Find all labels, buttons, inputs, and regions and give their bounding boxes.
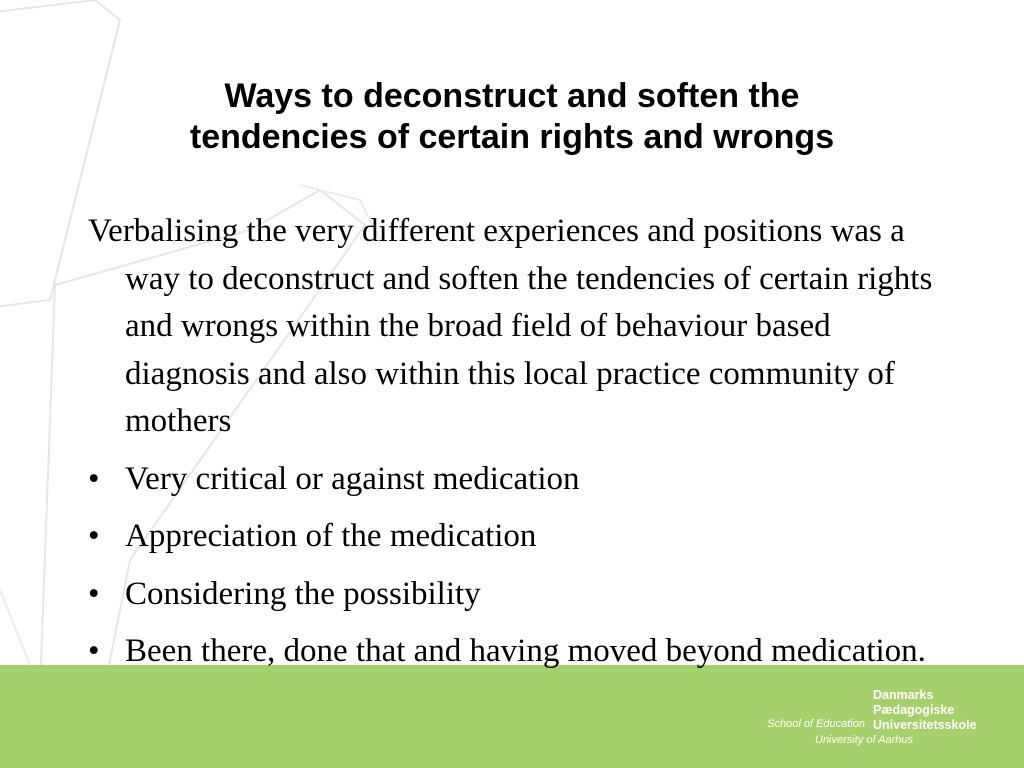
- bullet-icon: •: [88, 575, 100, 612]
- bullet-item: [88, 628, 948, 676]
- bullet-text: Been there, done that and having moved beyond medication.: [125, 633, 926, 669]
- university-logo: [767, 688, 1005, 750]
- title-line-1: Ways to deconstruct and soften the: [224, 77, 800, 115]
- bullet-text: Very critical or against medication: [125, 460, 580, 497]
- bullet-icon: •: [88, 460, 100, 497]
- title-line-2: tendencies of certain rights and wrongs: [189, 118, 835, 156]
- logo-sub-line-1: School of Education: [767, 718, 865, 730]
- slide-body: [88, 208, 948, 686]
- logo-name-line-2: Pædagogiske: [873, 703, 955, 717]
- bullet-text: Considering the possibility: [125, 575, 481, 612]
- bullet-item: [88, 571, 948, 619]
- bullet-list: [88, 456, 948, 676]
- logo-name-line-3: Universitetsskole: [873, 718, 977, 732]
- bullet-text: Appreciation of the medication: [125, 518, 537, 554]
- intro-paragraph: Verbalising the very different experiences and positions was a way to deconstruct and soften the tendencies of certain rights and wrongs within the broad field of behaviour based diagnosis and also within this local practice community of mothers: [88, 213, 933, 439]
- bullet-icon: •: [88, 518, 100, 554]
- slide-title: [80, 76, 944, 158]
- bullet-icon: •: [88, 633, 100, 669]
- logo-name-line-1: Danmarks: [873, 688, 934, 702]
- logo-sub-line-2: University of Aarhus: [815, 734, 914, 746]
- bullet-item: [88, 513, 948, 561]
- bullet-item: [88, 456, 948, 504]
